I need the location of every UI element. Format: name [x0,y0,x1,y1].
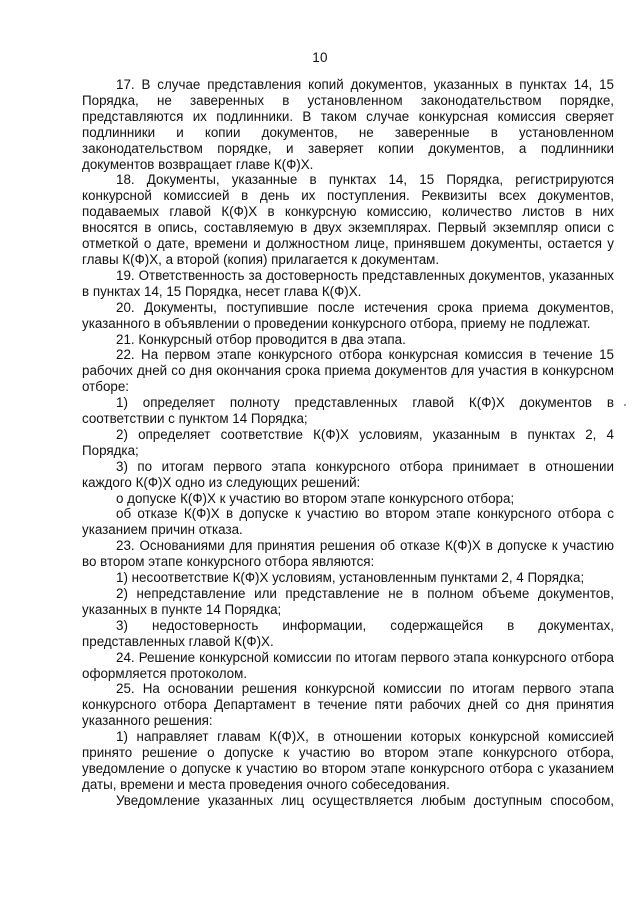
paragraph: 19. Ответственность за достоверность представленных документов, указанных в пунктах 14, 15 Порядка, несет глава К(Ф)Х. [82,267,614,299]
document-body [82,77,614,809]
list-item: 1) определяет полноту представленных главой К(Ф)Х документов в соответствии с пунктом 14 Порядка; [82,395,614,427]
paragraph: 18. Документы, указанные в пунктах 14, 15 Порядка, регистрируются конкурсной комиссией в день их поступления. Реквизиты всех документов, подаваемых главой К(Ф)Х в конкурсную комиссию, количество листов в них вносятся в опись, составляемую в двух экземплярах. Первый экземпляр описи с отметкой о дате, времени и должностном лице, принявшем документы, остается у главы К(Ф)Х, а второй (копия) прилагается к документам. [82,172,614,267]
list-item: 3) по итогам первого этапа конкурсного отбора принимает в отношении каждого К(Ф)Х одно из следующих решений: [82,458,614,490]
list-item: 2) определяет соответствие К(Ф)Х условиям, указанным в пунктах 2, 4 Порядка; [82,426,614,458]
paragraph: 25. На основании решения конкурсной комиссии по итогам первого этапа конкурсного отбора Департамент в течение пяти рабочих дней со дня принятия указанного решения: [82,681,614,729]
list-item: 1) несоответствие К(Ф)Х условиям, установленным пунктами 2, 4 Порядка; [116,570,585,586]
paragraph: 22. На первом этапе конкурсного отбора конкурсная комиссия в течение 15 рабочих дней со дня окончания срока приема документов для участия в конкурсном отборе: [82,347,614,395]
list-item: об отказе К(Ф)Х в допуске к участию во втором этапе конкурсного отбора с указанием причин отказа. [82,506,614,538]
list-item: 1) направляет главам К(Ф)Х, в отношении которых конкурсной комиссией принято решение о допуске к участию во втором этапе конкурсного отбора, уведомление о допуске к участию во втором этапе конкурсного отбора с указанием даты, времени и места проведения очного собеседования. [82,729,614,792]
paragraph: 24. Решение конкурсной комиссии по итогам первого этапа конкурсного отбора оформляется протоколом. [82,649,614,681]
paragraph: 23. Основаниями для принятия решения об отказе К(Ф)Х в допуске к участию во втором этапе конкурсного отбора являются: [82,538,614,570]
paragraph: 20. Документы, поступившие после истечения срока приема документов, указанного в объявлении о проведении конкурсного отбора, приему не подлежат. [82,299,614,331]
paragraph: Уведомление указанных лиц осуществляется любым доступным способом, [116,792,614,808]
page-number: 10 [312,50,328,65]
list-item: 2) непредставление или представление не в полном объеме документов, указанных в пункте 14 Порядка; [82,586,614,617]
paragraph: 17. В случае представления копий документов, указанных в пунктах 14, 15 Порядка, не заверенных в установленном законодательством порядке, представляются их подлинники. В таком случае конкурсная комиссия сверяет подлинники и копии документов, не заверенные в установленном законодательством порядке, и заверяет копии документов, а подлинники документов возвращает главе К(Ф)Х. [82,77,614,172]
list-item: 3) недостоверность информации, содержащейся в документах, представленных главой К(Ф)Х. [82,617,614,649]
list-item: о допуске К(Ф)Х к участию во втором этапе конкурсного отбора; [116,490,515,506]
paragraph: 21. Конкурсный отбор проводится в два этапа. [116,331,406,347]
scan-speck [624,404,626,406]
